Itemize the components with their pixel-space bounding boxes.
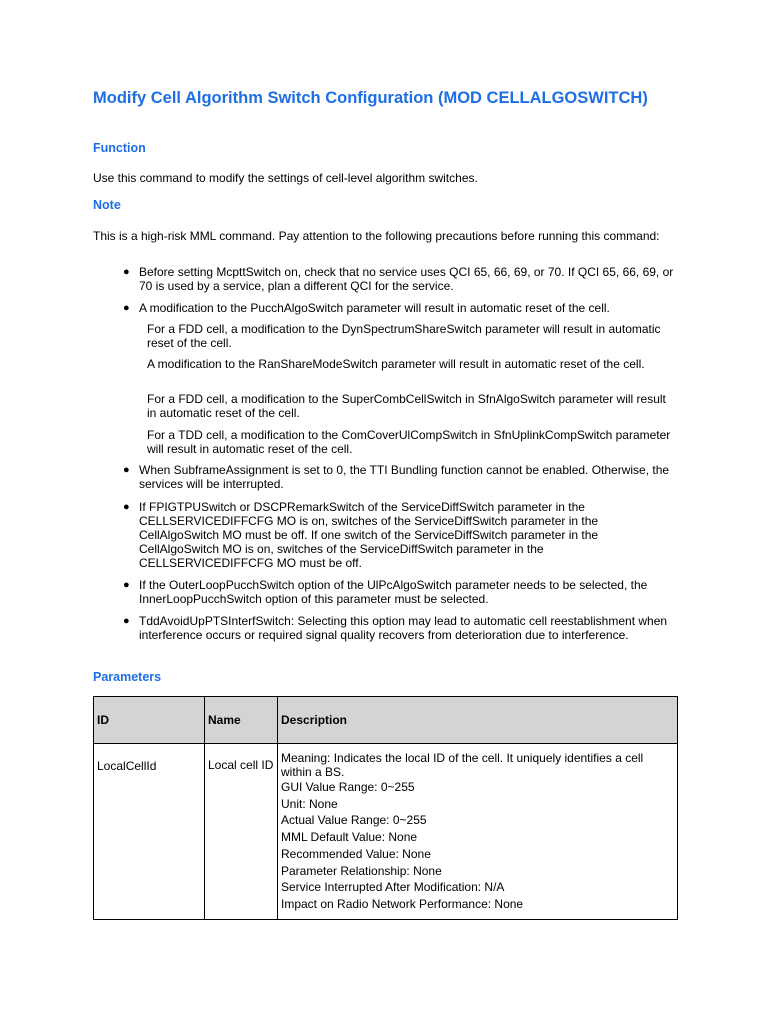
- list-item: ● If the OuterLoopPucchSwitch option of the UlPcAlgoSwitch parameter needs to be selected, the InnerLoopPucchSwitch option of this parameter must be selected.: [123, 578, 648, 606]
- note-heading: Note: [93, 198, 121, 212]
- desc-line: Meaning: Indicates the local ID of the cell. It uniquely identifies a cell within a BS.: [281, 751, 644, 779]
- sub-item: A modification to the RanShareModeSwitch parameter will result in automatic reset of the cell.: [147, 357, 645, 371]
- note-text: This is a high-risk MML command. Pay attention to the following precautions before running this command:: [93, 229, 660, 243]
- parameters-heading: Parameters: [93, 670, 162, 684]
- list-item: ● Before setting McpttSwitch on, check that no service uses QCI 65, 66, 69, or 70. If QCI 65, 66, 69, or 70 is used by a service, plan a different QCI for the service.: [123, 265, 674, 293]
- bullet-icon: ●: [123, 501, 130, 513]
- desc-line: Unit: None: [281, 796, 338, 811]
- desc-line: MML Default Value: None: [281, 830, 418, 845]
- column-header-description: Description: [278, 697, 678, 744]
- table-header-row: [94, 697, 678, 744]
- bullet-icon: ●: [123, 579, 130, 591]
- bullet-icon: ●: [123, 266, 130, 278]
- desc-line: Parameter Relationship: None: [281, 863, 442, 878]
- cell-name: Local cell ID: [205, 744, 278, 920]
- function-heading: Function: [93, 141, 146, 155]
- desc-line: Actual Value Range: 0~255: [281, 813, 427, 828]
- bullet-icon: ●: [123, 615, 130, 627]
- desc-line: Service Interrupted After Modification: N/A: [281, 880, 505, 895]
- column-header-name: Name: [205, 697, 278, 744]
- desc-line: GUI Value Range: 0~255: [281, 780, 415, 794]
- table-row: [94, 744, 678, 920]
- sub-item: For a FDD cell, a modification to the SuperCombCellSwitch in SfnAlgoSwitch parameter will result in automatic reset of the cell.: [147, 392, 666, 420]
- page-title: Modify Cell Algorithm Switch Configuration (MOD CELLALGOSWITCH): [93, 89, 648, 107]
- list-item: ● When SubframeAssignment is set to 0, the TTI Bundling function cannot be enabled. Otherwise, the services will be interrupted.: [123, 463, 670, 491]
- parameters-table: [93, 696, 678, 920]
- bullet-icon: ●: [123, 464, 130, 476]
- function-text: Use this command to modify the settings of cell-level algorithm switches.: [93, 171, 478, 185]
- cell-id: LocalCellId: [94, 744, 205, 920]
- list-item: ● A modification to the PucchAlgoSwitch parameter will result in automatic reset of the cell.: [123, 301, 610, 315]
- desc-line: Impact on Radio Network Performance: None: [281, 896, 524, 911]
- cell-description: [278, 744, 678, 920]
- bullet-icon: ●: [123, 302, 130, 314]
- list-item: ● TddAvoidUpPTSInterfSwitch: Selecting this option may lead to automatic cell reestablishment when interference occurs or required signal quality recovers from deterioration due to interference.: [123, 614, 668, 642]
- sub-item: For a TDD cell, a modification to the ComCoverUlCompSwitch in SfnUplinkCompSwitch parameter will result in automatic reset of the cell.: [147, 428, 671, 456]
- sub-item: For a FDD cell, a modification to the DynSpectrumShareSwitch parameter will result in automatic reset of the cell.: [147, 322, 661, 350]
- list-item: ● If FPIGTPUSwitch or DSCPRemarkSwitch of the ServiceDiffSwitch parameter in the CELLSERVICEDIFFCFG MO is on, switches of the ServiceDiffSwitch parameter in the CellAlgoSwitch MO must be off. If one switch of the ServiceDiffSwitch parameter in the CellAlgoSwitch MO is on, switches of the ServiceDiffSwitch parameter in the CELLSERVICEDIFFCFG MO must be off.: [123, 500, 599, 570]
- desc-line: Recommended Value: None: [281, 846, 431, 861]
- column-header-id: ID: [94, 697, 205, 744]
